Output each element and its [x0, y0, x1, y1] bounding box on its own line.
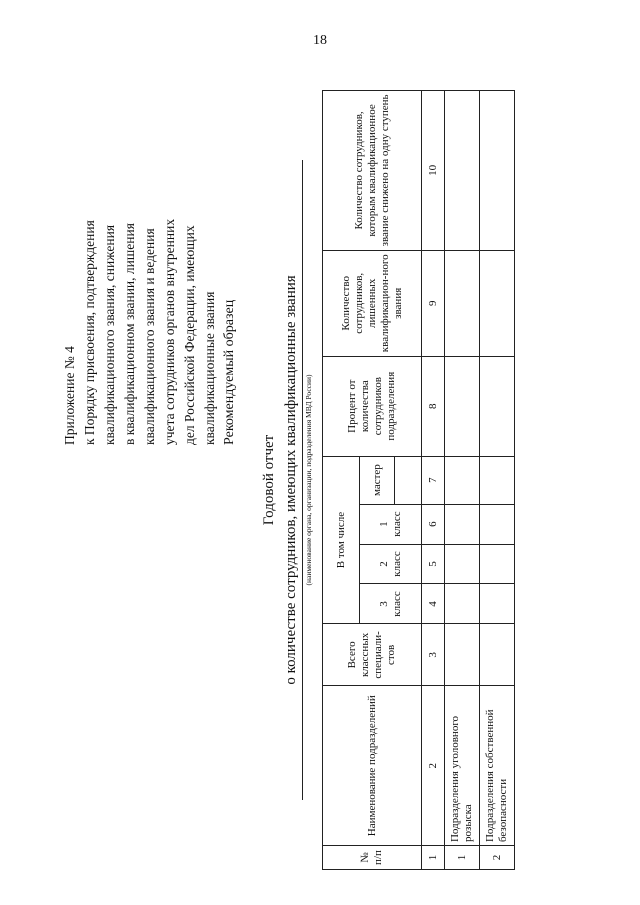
cell	[480, 456, 515, 504]
header-master: мастер	[360, 456, 395, 504]
header-deprived: Количество сотрудников, лишенных квалификацион-ного звания	[323, 250, 422, 356]
report-title-line2: о количестве сотрудников, имеющих квалификационные звания	[283, 275, 299, 685]
cell	[445, 584, 480, 624]
column-number: 1	[422, 846, 445, 870]
column-number: 2	[422, 686, 445, 846]
column-number: 7	[422, 456, 445, 504]
table-row	[480, 91, 515, 870]
cell	[445, 250, 480, 356]
recommended-sample-label: Рекомендуемый образец	[222, 299, 237, 445]
column-number: 4	[422, 584, 445, 624]
appendix-line: Приложение № 4	[62, 346, 77, 445]
appendix-line: дел Российской Федерации, имеющих	[182, 225, 197, 445]
header-including: В том числе	[323, 456, 360, 624]
header-class3: 3 класс	[360, 584, 422, 624]
appendix-line: квалификационного звания и ведения	[142, 228, 157, 445]
cell	[445, 456, 480, 504]
cell	[445, 356, 480, 456]
report-table	[322, 90, 515, 870]
page-number: 18	[313, 33, 327, 48]
cell	[480, 504, 515, 544]
column-number: 9	[422, 250, 445, 356]
cell	[480, 250, 515, 356]
header-num: № п/п	[323, 846, 422, 870]
header-class2: 2 класс	[360, 544, 422, 584]
cell	[480, 544, 515, 584]
cell	[480, 624, 515, 686]
cell	[445, 504, 480, 544]
column-number: 5	[422, 544, 445, 584]
appendix-line: учета сотрудников органов внутренних	[162, 218, 177, 445]
appendix-line: к Порядку присвоения, подтверждения	[82, 220, 97, 445]
header-percent: Процент от количества сотрудников подразделения	[323, 356, 422, 456]
header-class1: 1 класс	[360, 504, 422, 544]
column-number: 3	[422, 624, 445, 686]
organization-name-line	[302, 160, 303, 800]
cell	[480, 356, 515, 456]
row-num: 2	[480, 846, 515, 870]
appendix-line: квалификационного звания, снижения	[102, 224, 117, 445]
header-name: Наименование подразделений	[323, 686, 422, 846]
column-number: 10	[422, 91, 445, 251]
header-master-empty	[395, 456, 422, 504]
row-name: Подразделения уголовного розыска	[445, 686, 480, 846]
rotated-document-content	[60, 90, 580, 870]
row-name: Подразделения собственной безопасности	[480, 686, 515, 846]
row-num: 1	[445, 846, 480, 870]
report-title-line1: Годовой отчет	[261, 434, 277, 526]
cell	[480, 91, 515, 251]
cell	[445, 91, 480, 251]
appendix-line: квалификационные звания	[202, 291, 217, 445]
header-reduced: Количество сотрудников, которым квалификационное звание снижено на одну ступень	[323, 91, 422, 251]
appendix-header	[60, 90, 220, 445]
header-total: Всего классных специали-стов	[323, 624, 422, 686]
appendix-line: в квалификационном звании, лишения	[122, 223, 137, 445]
organization-caption: (наименование органа, организации, подразделения МВД России)	[304, 374, 313, 586]
cell	[445, 624, 480, 686]
column-number: 6	[422, 504, 445, 544]
report-title	[258, 90, 302, 870]
cell	[480, 584, 515, 624]
column-number: 8	[422, 356, 445, 456]
table-row	[445, 91, 480, 870]
cell	[445, 544, 480, 584]
